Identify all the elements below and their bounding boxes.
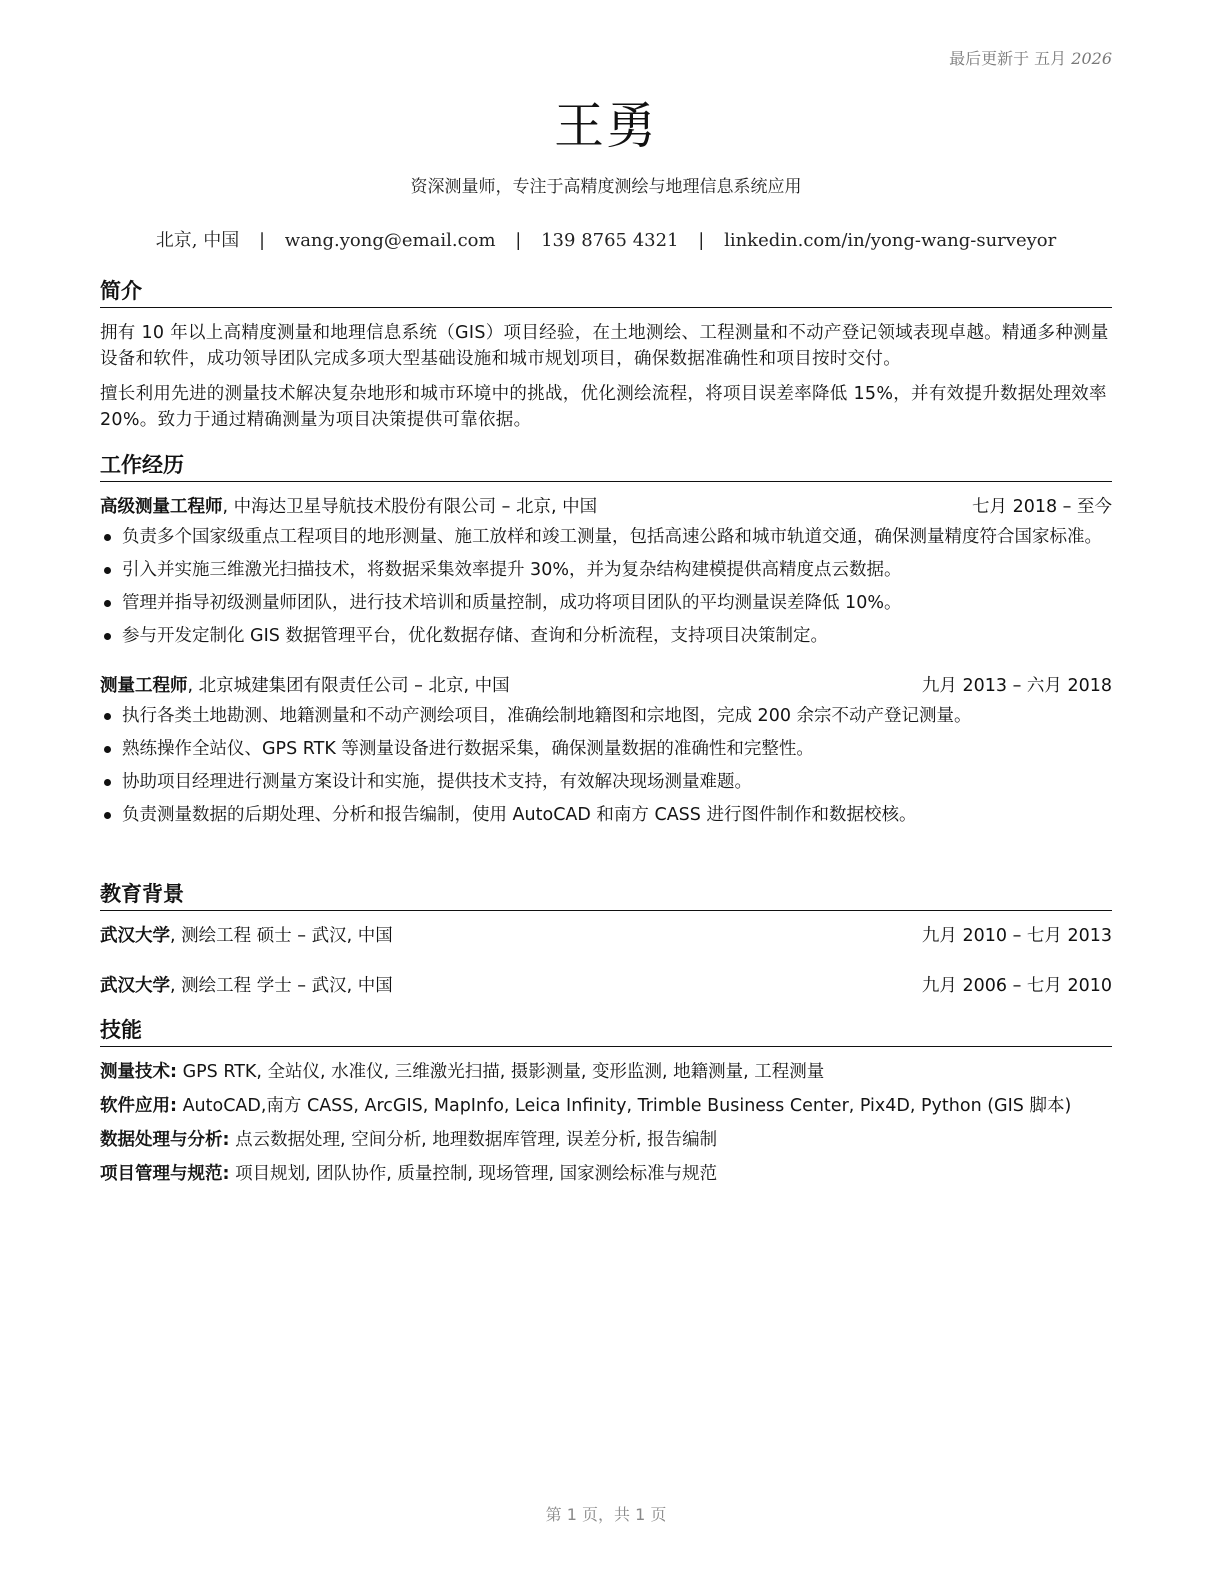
skill-label: 数据处理与分析: [100,1130,230,1150]
education-detail: , 测绘工程 学士 – 武汉, 中国 [170,976,393,996]
summary-paragraph: 擅长利用先进的测量技术解决复杂地形和城市环境中的挑战，优化测绘流程，将项目误差率降低 15%，并有效提升数据处理效率 20%。致力于通过精确测量为项目决策提供可靠依据。 [100,384,1107,430]
contact-linkedin-link[interactable]: linkedin.com/in/yong-wang-surveyor [724,230,1057,251]
contact-location: 北京, 中国 [155,230,240,251]
job-role: 高级测量工程师 [100,497,223,517]
job-entry [100,494,1112,649]
section-title-education: 教育背景 [100,881,1112,911]
contact-line [100,226,1112,252]
job-bullet: 协助项目经理进行测量方案设计和实施，提供技术支持，有效解决现场测量难题。 [100,769,1112,795]
contact-separator: | [515,230,522,251]
job-entry [100,673,1112,828]
updated-label: 最后更新于 五月 [949,49,1067,68]
job-header [100,494,1112,520]
section-title-experience: 工作经历 [100,452,1112,482]
summary-paragraph: 拥有 10 年以上高精度测量和地理信息系统（GIS）项目经验，在土地测绘、工程测量和不动产登记领域表现卓越。精通多种测量设备和软件，成功领导团队完成多项大型基础设施和城市规划项目，确保数据准确性和项目按时交付。 [100,323,1109,369]
job-bullet: 执行各类土地勘测、地籍测量和不动产测绘项目，准确绘制地籍图和宗地图，完成 200 余宗不动产登记测量。 [100,703,1112,729]
skill-row [100,1161,1112,1187]
education-school: 武汉大学 [100,976,170,996]
education-dates: 九月 2010 – 七月 2013 [921,926,1112,946]
education-detail: , 测绘工程 硕士 – 武汉, 中国 [170,926,393,946]
job-title-line [100,673,510,699]
contact-separator: | [698,230,705,251]
last-updated [949,46,1112,69]
job-bullet: 熟练操作全站仪、GPS RTK 等测量设备进行数据采集，确保测量数据的准确性和完整性。 [100,736,1112,762]
experience-section [100,452,1112,828]
job-company: , 北京城建集团有限责任公司 – 北京, 中国 [187,676,510,696]
section-title-skills: 技能 [100,1017,1112,1047]
skill-row [100,1059,1112,1085]
job-bullet: 负责多个国家级重点工程项目的地形测量、施工放样和竣工测量，包括高速公路和城市轨道交通，确保测量精度符合国家标准。 [100,524,1112,550]
skill-value: AutoCAD,南方 CASS, ArcGIS, MapInfo, Leica Infinity, Trimble Business Center, Pix4D, Python (GIS 脚本) [177,1096,1072,1116]
skill-row [100,1127,1112,1153]
resume-page [100,0,1112,1584]
education-section [100,881,1112,999]
skill-label: 测量技术: [100,1062,177,1082]
skill-value: 项目规划, 团队协作, 质量控制, 现场管理, 国家测绘标准与规范 [229,1164,718,1184]
contact-separator: | [258,230,266,251]
job-title-line [100,494,597,520]
skills-section [100,1017,1112,1187]
skill-label: 软件应用: [100,1096,177,1116]
job-bullets [100,524,1112,649]
job-dates: 七月 2018 – 至今 [972,497,1112,517]
job-company: , 中海达卫星导航技术股份有限公司 – 北京, 中国 [222,497,598,517]
skill-value: 点云数据处理, 空间分析, 地理数据库管理, 误差分析, 报告编制 [229,1130,718,1150]
skill-value: GPS RTK, 全站仪, 水准仪, 三维激光扫描, 摄影测量, 变形监测, 地籍测量, 工程测量 [177,1062,825,1082]
skill-row [100,1093,1112,1119]
contact-email-link[interactable]: wang.yong@email.com [284,230,496,251]
job-bullet: 管理并指导初级测量师团队，进行技术培训和质量控制，成功将项目团队的平均测量误差降低 10%。 [100,590,1112,616]
education-line [100,923,393,949]
job-header [100,673,1112,699]
skill-label: 项目管理与规范: [100,1164,230,1184]
page-footer: 第 1 页，共 1 页 [545,1505,667,1524]
job-bullet: 参与开发定制化 GIS 数据管理平台，优化数据存储、查询和分析流程，支持项目决策制定。 [100,623,1112,649]
job-bullet: 引入并实施三维激光扫描技术，将数据采集效率提升 30%，并为复杂结构建模提供高精度点云数据。 [100,557,1112,583]
contact-phone: 139 8765 4321 [541,230,679,251]
candidate-name: 王勇 [554,97,658,155]
summary-section [100,278,1112,433]
tagline: 资深测量师，专注于高精度测绘与地理信息系统应用 [410,177,802,197]
education-dates: 九月 2006 – 七月 2010 [921,976,1112,996]
job-bullet: 负责测量数据的后期处理、分析和报告编制，使用 AutoCAD 和南方 CASS 进行图件制作和数据校核。 [100,802,1112,828]
section-title-summary: 简介 [100,278,1112,308]
updated-year: 2026 [1071,49,1112,68]
education-school: 武汉大学 [100,926,170,946]
education-entry [100,973,1112,999]
job-role: 测量工程师 [100,676,188,696]
education-line [100,973,393,999]
job-bullets [100,703,1112,828]
education-entry [100,923,1112,949]
job-dates: 九月 2013 – 六月 2018 [921,676,1112,696]
